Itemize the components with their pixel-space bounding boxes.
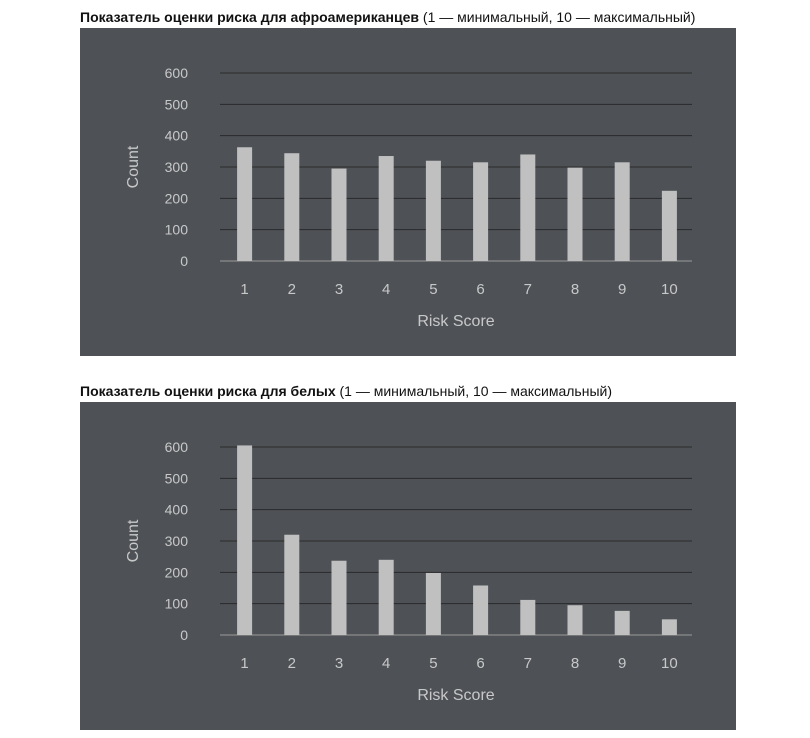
x-tick-label: 6 (476, 281, 485, 298)
x-tick-label: 5 (429, 655, 438, 672)
bar (520, 600, 535, 635)
bar (568, 168, 583, 261)
y-tick-label: 200 (164, 190, 188, 207)
y-tick-label: 400 (164, 501, 188, 518)
x-tick-label: 9 (618, 281, 627, 298)
y-tick-label: 600 (164, 65, 188, 81)
chart-block-african-american (80, 8, 736, 356)
x-tick-label: 10 (661, 655, 678, 672)
y-tick-label: 100 (164, 221, 188, 238)
chart-title-bold: Показатель оценки риска для афроамериканцев (80, 9, 420, 25)
bar (662, 191, 677, 261)
x-tick-label: 3 (334, 655, 344, 672)
x-tick-label: 1 (240, 655, 249, 672)
y-axis-label: Count (125, 145, 142, 189)
x-tick-label: 10 (661, 281, 678, 298)
bar (332, 561, 347, 635)
chart-title-subtitle: (1 — минимальный, 10 — максимальный) (335, 383, 613, 399)
bar (332, 169, 347, 261)
bar (662, 619, 677, 635)
bar (379, 560, 394, 635)
bar (568, 605, 583, 635)
y-tick-label: 400 (164, 127, 188, 144)
y-tick-label: 600 (164, 439, 188, 455)
chart-title-bold: Показатель оценки риска для белых (80, 383, 336, 399)
bar (426, 161, 441, 261)
chart-title-subtitle: (1 — минимальный, 10 — максимальный) (419, 9, 696, 25)
bar (615, 162, 630, 261)
chart-block-white (80, 382, 736, 730)
bar (473, 585, 488, 635)
y-tick-label: 0 (180, 627, 188, 643)
x-tick-label: 1 (240, 281, 249, 298)
x-tick-label: 8 (570, 655, 580, 672)
x-tick-label: 6 (476, 655, 485, 672)
bar (237, 147, 252, 261)
chart-title (80, 8, 736, 26)
bar (473, 162, 488, 261)
y-axis-label: Count (125, 519, 142, 563)
y-tick-label: 100 (164, 595, 188, 612)
bar (284, 153, 299, 261)
x-tick-label: 3 (334, 281, 344, 298)
y-tick-label: 200 (164, 564, 188, 581)
x-tick-label: 9 (618, 655, 627, 672)
x-tick-label: 7 (523, 281, 532, 298)
x-tick-label: 5 (429, 281, 438, 298)
x-tick-label: 2 (287, 281, 296, 298)
y-tick-label: 0 (180, 253, 188, 269)
bar (426, 573, 441, 635)
y-tick-label: 300 (164, 533, 188, 549)
bar-chart-white (80, 402, 736, 730)
x-tick-label: 7 (523, 655, 532, 672)
chart-title (80, 382, 736, 400)
bar (615, 611, 630, 635)
x-tick-label: 8 (570, 281, 580, 298)
x-tick-label: 4 (382, 281, 391, 298)
y-tick-label: 500 (164, 96, 188, 113)
x-axis-label: Risk Score (417, 687, 495, 704)
bar (237, 445, 252, 635)
bar (520, 154, 535, 261)
bar (379, 156, 394, 261)
bar-chart-african-american (80, 28, 736, 356)
x-axis-label: Risk Score (417, 313, 495, 330)
y-tick-label: 500 (164, 470, 188, 487)
bar (284, 535, 299, 635)
x-tick-label: 4 (382, 655, 391, 672)
y-tick-label: 300 (164, 159, 188, 175)
x-tick-label: 2 (287, 655, 296, 672)
